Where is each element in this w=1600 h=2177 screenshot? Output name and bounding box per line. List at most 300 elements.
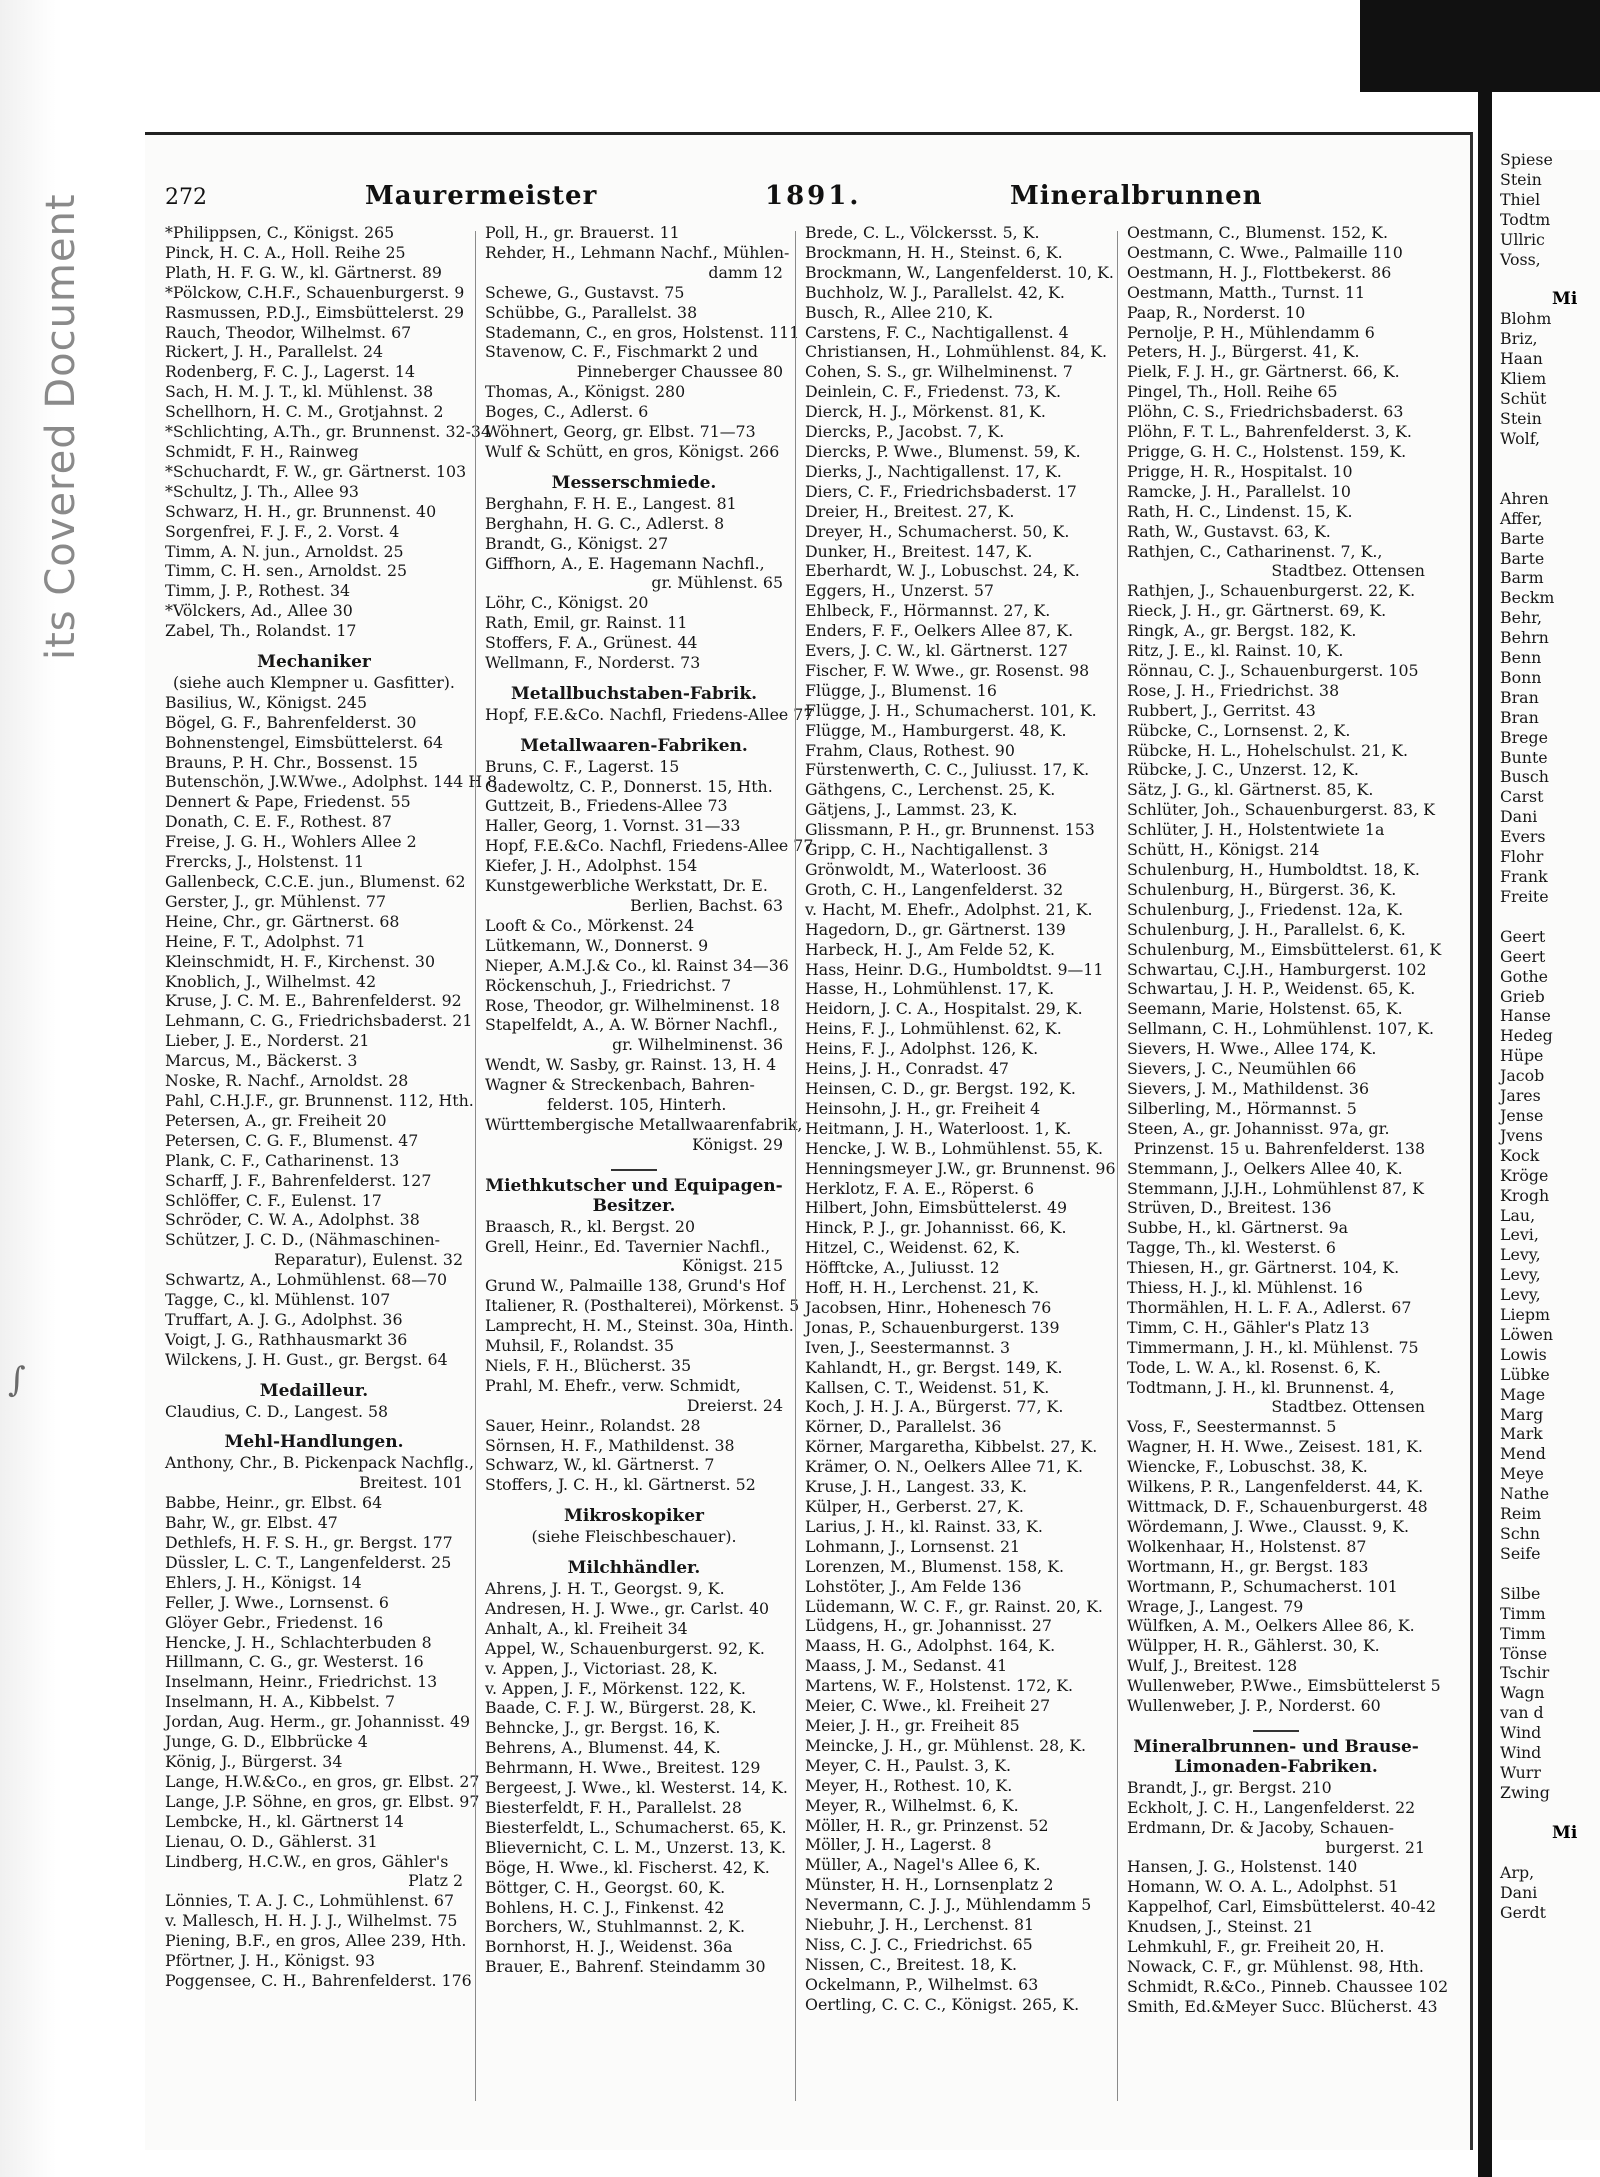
directory-entry: Wortmann, H., gr. Bergst. 183	[1127, 1556, 1369, 1576]
directory-entry: Gripp, C. H., Nachtigallenst. 3	[805, 840, 1049, 860]
directory-entry: Lienau, O. D., Gählerst. 31	[165, 1831, 378, 1851]
directory-entry: Sörnsen, H. F., Mathildenst. 38	[485, 1435, 735, 1455]
directory-entry: Bruns, C. F., Lagerst. 15	[485, 756, 680, 776]
directory-entry: Wolkenhaar, H., Holstenst. 87	[1127, 1536, 1367, 1556]
directory-entry: Scharff, J. F., Bahrenfelderst. 127	[165, 1170, 432, 1190]
edge-entry: Frank	[1500, 867, 1548, 886]
edge-entry: Todtm	[1500, 209, 1551, 229]
directory-entry: Truffart, A. J. G., Adolphst. 36	[165, 1309, 403, 1329]
directory-entry: Rieck, J. H., gr. Gärtnerst. 69, K.	[1127, 601, 1387, 621]
directory-entry: *Pölckow, C.H.F., Schauenburgerst. 9	[165, 282, 465, 302]
edge-entry: Voss,	[1500, 249, 1541, 269]
directory-entry: Stademann, C., en gros, Holstenst. 111	[485, 322, 800, 342]
directory-entry: Grell, Heinr., Ed. Tavernier Nachfl.,	[485, 1236, 771, 1256]
edge-entry: Barte	[1500, 528, 1545, 548]
section-note: (siehe auch Klempner u. Gasfitter).	[173, 672, 455, 692]
directory-entry: Lüdemann, W. C. F., gr. Rainst. 20, K.	[805, 1596, 1103, 1616]
book-page	[145, 132, 1473, 2150]
directory-entry: Brauns, P. H. Chr., Bossenst. 15	[165, 752, 418, 772]
section-heading: Mehl-Handlungen.	[224, 1432, 404, 1453]
directory-entry: Schwartz, A., Lohmühlenst. 68—70	[165, 1270, 448, 1290]
directory-entry: Kruse, J. H., Langest. 33, K.	[805, 1477, 1028, 1497]
section-heading: Mikroskopiker	[564, 1506, 704, 1527]
directory-entry: Lehmkuhl, F., gr. Freiheit 20, H.	[1127, 1937, 1385, 1957]
directory-entry: Sellmann, C. H., Lohmühlenst. 107, K.	[1127, 1019, 1435, 1039]
directory-entry: Stoffers, F. A., Grünest. 44	[485, 633, 698, 653]
directory-entry: Röckenschuh, J., Friedrichst. 7	[485, 975, 732, 995]
directory-entry: Rehder, H., Lehmann Nachf., Mühlen-	[485, 242, 790, 262]
directory-entry: Lohstöter, J., Am Felde 136	[805, 1576, 1022, 1596]
directory-entry: Bögel, G. F., Bahrenfelderst. 30	[165, 712, 417, 732]
edge-entry: Busch	[1500, 767, 1549, 787]
directory-entry: Hoff, H. H., Lerchenst. 21, K.	[805, 1278, 1040, 1298]
directory-entry: Oestmann, C. Wwe., Palmaille 110	[1127, 242, 1403, 262]
section-heading: Mineralbrunnen- und Brause-	[1133, 1736, 1419, 1757]
directory-entry: Brockmann, H. H., Steinst. 6, K.	[805, 242, 1063, 262]
directory-entry: Rodenberg, F. C. J., Lagerst. 14	[165, 362, 416, 382]
edge-entry: Schn	[1500, 1524, 1541, 1543]
edge-entry: Löwen	[1500, 1324, 1554, 1344]
directory-entry: Pingel, Th., Holl. Reihe 65	[1127, 382, 1338, 402]
directory-entry: Andresen, H. J. Wwe., gr. Carlst. 40	[485, 1598, 770, 1618]
entry-continuation: felderst. 105, Hinterh.	[547, 1095, 727, 1115]
directory-entry: Donath, C. E. F., Rothest. 87	[165, 812, 392, 832]
edge-entry: Geert	[1500, 926, 1546, 946]
directory-entry: Eckholt, J. C. H., Langenfelderst. 22	[1127, 1797, 1416, 1817]
running-head-right: Mineralbrunnen	[1010, 181, 1263, 211]
directory-entry: Hopf, F.E.&Co. Nachfl, Friedens-Allee 77	[485, 704, 814, 724]
directory-entry: Rathjen, J., Schauenburgerst. 22, K.	[1127, 581, 1416, 601]
directory-entry: Plöhn, C. S., Friedrichsbaderst. 63	[1127, 402, 1404, 422]
edge-entry: Hedeg	[1500, 1026, 1553, 1046]
directory-entry: Glöyer Gebr., Friedenst. 16	[165, 1612, 384, 1632]
directory-entry: v. Hacht, M. Ehefr., Adolphst. 21, K.	[805, 899, 1093, 919]
entry-continuation: Pinneberger Chaussee 80	[576, 362, 783, 382]
next-page-edge	[1492, 150, 1600, 2140]
directory-entry: Brauer, E., Bahrenf. Steindamm 30	[485, 1957, 766, 1977]
directory-entry: Rübcke, C., Lornsenst. 2, K.	[1127, 720, 1351, 740]
directory-entry: *Schultz, J. Th., Allee 93	[165, 481, 359, 501]
directory-entry: Gerster, J., gr. Mühlenst. 77	[165, 891, 387, 911]
directory-entry: Tode, L. W. A., kl. Rosenst. 6, K.	[1127, 1357, 1381, 1377]
edge-entry: Schüt	[1500, 389, 1547, 409]
directory-entry: Oestmann, C., Blumenst. 152, K.	[1127, 223, 1388, 242]
edge-entry: Gerdt	[1500, 1902, 1546, 1922]
directory-entry: Seemann, Marie, Holstenst. 65, K.	[1127, 999, 1403, 1019]
section-rule	[1253, 1730, 1299, 1732]
directory-entry: Tagge, Th., kl. Westerst. 6	[1127, 1238, 1336, 1258]
edge-entry: Tschir	[1500, 1663, 1550, 1683]
edge-entry: Levy,	[1500, 1265, 1541, 1285]
directory-entry: Hansen, J. G., Holstenst. 140	[1127, 1857, 1358, 1877]
directory-entry: Knoblich, J., Wilhelmst. 42	[165, 971, 377, 991]
directory-entry: Harbeck, H. J., Am Felde 52, K.	[805, 939, 1056, 959]
edge-entry: Kock	[1500, 1145, 1540, 1165]
edge-heading: Mi	[1552, 1822, 1578, 1843]
directory-entry: Sievers, J. M., Mathildenst. 36	[1127, 1078, 1370, 1098]
directory-entry: Henningsmeyer J.W., gr. Brunnenst. 96	[805, 1158, 1116, 1178]
directory-entry: Heinsohn, J. H., gr. Freiheit 4	[805, 1098, 1041, 1118]
directory-entry: Brandt, G., Königst. 27	[485, 533, 669, 553]
section-heading: Metallbuchstaben-Fabrik.	[510, 683, 758, 704]
directory-entry: Schwarz, W., kl. Gärtnerst. 7	[485, 1455, 715, 1475]
directory-entry: Schewe, G., Gustavst. 75	[485, 282, 685, 302]
directory-entry: Niebuhr, J. H., Lerchenst. 81	[805, 1915, 1035, 1935]
directory-entry: Lorenzen, M., Blumenst. 158, K.	[805, 1556, 1065, 1576]
directory-entry: Herklotz, F. A. E., Röperst. 6	[805, 1178, 1035, 1198]
entry-continuation: Königst. 215	[682, 1256, 783, 1276]
directory-entry: Jordan, Aug. Herm., gr. Johannisst. 49	[165, 1712, 471, 1732]
directory-entry: Eggers, H., Unzerst. 57	[805, 581, 994, 601]
directory-entry: Sorgenfrei, F. J. F., 2. Vorst. 4	[165, 521, 400, 541]
directory-entry: Heine, Chr., gr. Gärtnerst. 68	[165, 911, 400, 931]
directory-entry: Wöhnert, Georg, gr. Elbst. 71—73	[485, 422, 756, 442]
directory-entry: Müller, A., Nagel's Allee 6, K.	[805, 1855, 1041, 1875]
edge-entry: Wind	[1500, 1743, 1542, 1763]
edge-entry: Jense	[1500, 1105, 1544, 1125]
directory-entry: Rath, H. C., Lindenst. 15, K.	[1127, 501, 1353, 521]
directory-entry: Gäthgens, C., Lerchenst. 25, K.	[805, 780, 1056, 800]
column-divider	[475, 231, 476, 2101]
directory-entry: Wittmack, D. F., Schauenburgerst. 48	[1127, 1497, 1428, 1516]
edge-entry: Jacob	[1500, 1066, 1545, 1086]
directory-entry: Wullenweber, J. P., Norderst. 60	[1127, 1696, 1381, 1716]
directory-entry: Meier, J. H., gr. Freiheit 85	[805, 1715, 1020, 1735]
directory-entry: Schwarz, H. H., gr. Brunnenst. 40	[165, 501, 437, 521]
edge-entry: Jvens	[1500, 1125, 1543, 1145]
edge-entry: Wind	[1500, 1723, 1542, 1743]
directory-entry: Voss, F., Seestermannst. 5	[1127, 1417, 1337, 1437]
directory-entry: Thormählen, H. L. F. A., Adlerst. 67	[1127, 1297, 1412, 1317]
directory-entry: Lamprecht, H. M., Steinst. 30a, Hinth.	[485, 1316, 794, 1336]
directory-entry: Plöhn, F. T. L., Bahrenfelderst. 3, K.	[1127, 422, 1412, 442]
directory-entry: Brockmann, W., Langenfelderst. 10, K.	[805, 262, 1114, 282]
directory-entry: Maass, H. G., Adolphst. 164, K.	[805, 1636, 1056, 1656]
directory-entry: Lange, H.W.&Co., en gros, gr. Elbst. 27	[165, 1771, 480, 1791]
section-heading: Mechaniker	[257, 652, 371, 673]
directory-entry: Cohen, S. S., gr. Wilhelminenst. 7	[805, 362, 1073, 382]
directory-entry: Wrage, J., Langest. 79	[1127, 1596, 1304, 1616]
running-head-left: Maurermeister	[365, 181, 598, 211]
directory-entry: Glissmann, P. H., gr. Brunnenst. 153	[805, 820, 1095, 840]
directory-entry: Boges, C., Adlerst. 6	[485, 402, 649, 422]
directory-entry: Poll, H., gr. Brauerst. 11	[485, 223, 680, 242]
directory-entry: Schellhorn, H. C. M., Grotjahnst. 2	[165, 402, 444, 422]
edge-entry: Bran	[1500, 687, 1539, 707]
directory-entry: Strüven, D., Breitest. 136	[1127, 1198, 1332, 1218]
directory-entry: Schmidt, R.&Co., Pinneb. Chaussee 102	[1127, 1976, 1449, 1996]
directory-entry: Hinck, P. J., gr. Johannisst. 66, K.	[805, 1218, 1067, 1238]
directory-entry: Paap, R., Norderst. 10	[1127, 302, 1306, 322]
directory-entry: Wellmann, F., Norderst. 73	[485, 653, 701, 673]
directory-entry: Meier, C. Wwe., kl. Freiheit 27	[805, 1696, 1051, 1716]
directory-entry: Schübbe, G., Parallelst. 38	[485, 302, 698, 322]
column-3	[805, 223, 1116, 2015]
directory-entry: Butenschön, J.W.Wwe., Adolphst. 144 H 8	[165, 772, 498, 792]
directory-entry: Schröder, C. W. A., Adolphst. 38	[165, 1210, 420, 1230]
directory-entry: Muhsil, F., Rolandst. 35	[485, 1336, 675, 1356]
entry-continuation: Berlien, Bachst. 63	[630, 896, 783, 915]
edge-entry: Dani	[1500, 1882, 1538, 1902]
directory-entry: *Schuchardt, F. W., gr. Gärtnerst. 103	[165, 461, 467, 481]
edge-entry: Hanse	[1500, 1006, 1551, 1026]
entry-continuation: Breitest. 101	[359, 1473, 463, 1493]
directory-entry: Brandt, J., gr. Bergst. 210	[1127, 1777, 1332, 1797]
directory-entry: Diercks, P., Jacobst. 7, K.	[805, 422, 1005, 442]
entry-continuation: Königst. 29	[692, 1134, 783, 1154]
edge-entry: Blohm	[1500, 309, 1552, 329]
directory-entry: Kunstgewerbliche Werkstatt, Dr. E.	[485, 876, 768, 896]
directory-entry: Babbe, Heinr., gr. Elbst. 64	[165, 1493, 383, 1513]
directory-entry: Nevermann, C. J. J., Mühlendamm 5	[805, 1895, 1092, 1915]
directory-entry: Peters, H. J., Bürgerst. 41, K.	[1127, 342, 1360, 362]
directory-entry: Koch, J. H. J. A., Bürgerst. 77, K.	[805, 1397, 1064, 1417]
directory-entry: Brede, C. L., Völckersst. 5, K.	[805, 223, 1040, 242]
directory-entry: Rath, Emil, gr. Rainst. 11	[485, 613, 688, 633]
directory-entry: Lembcke, H., kl. Gärtnerst 14	[165, 1811, 404, 1831]
directory-entry: Larius, J. H., kl. Rainst. 33, K.	[805, 1516, 1043, 1536]
directory-entry: Münster, H. H., Lornsenplatz 2	[805, 1875, 1054, 1895]
edge-gap	[1492, 1803, 1600, 1823]
directory-entry: Schulenburg, M., Eimsbüttelerst. 61, K	[1127, 939, 1442, 959]
directory-entry: Körner, D., Parallelst. 36	[805, 1417, 1002, 1437]
edge-entry: Haan	[1500, 349, 1543, 369]
directory-entry: Hencke, J. W. B., Lohmühlenst. 55, K.	[805, 1138, 1103, 1158]
directory-entry: Thomas, A., Königst. 280	[485, 382, 686, 402]
directory-entry: Möller, H. R., gr. Prinzenst. 52	[805, 1815, 1049, 1835]
edge-gap	[1492, 449, 1600, 469]
edge-gap	[1492, 1564, 1600, 1584]
directory-entry: Zabel, Th., Rolandst. 17	[165, 621, 357, 641]
directory-entry: Oestmann, Matth., Turnst. 11	[1127, 282, 1366, 302]
directory-entry: Carstens, F. C., Nachtigallenst. 4	[805, 322, 1069, 342]
edge-entry: Hüpe	[1500, 1046, 1544, 1066]
directory-entry: Evers, J. C. W., kl. Gärtnerst. 127	[805, 641, 1069, 661]
edge-entry: Behrn	[1500, 628, 1549, 648]
directory-entry: Kappelhof, Carl, Eimsbüttelerst. 40-42	[1127, 1897, 1436, 1917]
directory-entry: Buchholz, W. J., Parallelst. 42, K.	[805, 282, 1065, 302]
side-stamp	[4, 40, 84, 1340]
directory-entry: Plath, H. F. G. W., kl. Gärtnerst. 89	[165, 262, 442, 282]
directory-entry: Jonas, P., Schauenburgerst. 139	[805, 1317, 1060, 1337]
section-note: (siehe Fleischbeschauer).	[531, 1527, 737, 1547]
running-head-year: 1891.	[765, 181, 862, 211]
directory-entry: Knudsen, J., Steinst. 21	[1127, 1917, 1314, 1937]
edge-entry: Bran	[1500, 707, 1539, 727]
directory-entry: v. Appen, J. F., Mörkenst. 122, K.	[485, 1678, 746, 1698]
directory-entry: Schütt, H., Königst. 214	[1127, 840, 1320, 860]
directory-entry: Kallsen, C. T., Weidenst. 51, K.	[805, 1377, 1050, 1397]
directory-entry: Junge, G. D., Elbbrücke 4	[165, 1732, 368, 1752]
directory-entry: Stapelfeldt, A., A. W. Börner Nachfl.,	[485, 1015, 778, 1035]
directory-entry: Christiansen, H., Lohmühlenst. 84, K.	[805, 342, 1108, 362]
directory-entry: Marcus, M., Bäckerst. 3	[165, 1051, 358, 1071]
directory-entry: Wulf, J., Breitest. 128	[1127, 1656, 1298, 1676]
column-divider	[795, 231, 796, 2101]
directory-entry: Nieper, A.M.J.& Co., kl. Rainst 34—36	[485, 955, 789, 975]
directory-entry: Wulf & Schütt, en gros, Königst. 266	[485, 441, 780, 461]
directory-entry: Tagge, C., kl. Mühlenst. 107	[165, 1290, 391, 1310]
directory-entry: Bohnenstengel, Eimsbüttelerst. 64	[165, 732, 444, 752]
directory-entry: *Völckers, Ad., Allee 30	[165, 601, 353, 621]
directory-entry: Hitzel, C., Weidenst. 62, K.	[805, 1238, 1020, 1258]
column-2	[485, 223, 814, 1977]
column-4	[1127, 223, 1449, 2017]
edge-entry: Beckm	[1500, 588, 1555, 608]
directory-entry: Anthony, Chr., B. Pickenpack Nachflg.,	[165, 1453, 474, 1473]
directory-entry: Schwartau, J. H. P., Weidenst. 65, K.	[1127, 979, 1416, 999]
directory-entry: Pernolje, P. H., Mühlendamm 6	[1127, 322, 1375, 342]
directory-entry: Frahm, Claus, Rothest. 90	[805, 740, 1015, 760]
edge-entry: Tönse	[1500, 1643, 1548, 1663]
directory-entry: Thiess, H. J., kl. Mühlenst. 16	[1127, 1278, 1363, 1298]
edge-entry: Meye	[1500, 1464, 1544, 1484]
directory-entry: Schulenburg, H., Bürgerst. 36, K.	[1127, 879, 1397, 899]
edge-entry: Stein	[1500, 408, 1542, 428]
directory-entry: Flügge, J., Blumenst. 16	[805, 680, 997, 700]
directory-entry: Basilius, W., Königst. 245	[165, 692, 368, 712]
directory-entry: Niels, F. H., Blücherst. 35	[485, 1355, 692, 1375]
directory-entry: Lange, J.P. Söhne, en gros, gr. Elbst. 97	[165, 1791, 480, 1811]
directory-entry: Pinck, H. C. A., Holl. Reihe 25	[165, 242, 406, 262]
directory-entry: Heine, F. T., Adolphst. 71	[165, 931, 366, 951]
directory-entry: Diercks, P. Wwe., Blumenst. 59, K.	[805, 441, 1081, 461]
directory-entry: Noske, R. Nachf., Arnoldst. 28	[165, 1071, 409, 1091]
edge-entry: Levy,	[1500, 1285, 1541, 1305]
directory-entry: Heinsen, C. D., gr. Bergst. 192, K.	[805, 1078, 1076, 1098]
directory-entry: Hencke, J. H., Schlachterbuden 8	[165, 1632, 432, 1652]
directory-entry: Thiesen, H., gr. Gärtnerst. 104, K.	[1127, 1258, 1400, 1278]
directory-entry: Pförtner, J. H., Königst. 93	[165, 1951, 376, 1971]
directory-entry: Lüdgens, H., gr. Johannisst. 27	[805, 1616, 1052, 1636]
edge-entry: Mark	[1500, 1424, 1543, 1444]
edge-entry: Barm	[1500, 568, 1544, 588]
entry-continuation: gr. Mühlenst. 65	[651, 573, 783, 593]
directory-entry: Ramcke, J. H., Parallelst. 10	[1127, 481, 1351, 501]
edge-heading: Mi	[1552, 289, 1578, 310]
edge-entry: Mage	[1500, 1384, 1546, 1404]
directory-entry: Schulenburg, J., Friedenst. 12a, K.	[1127, 899, 1404, 919]
directory-entry: Flügge, J. H., Schumacherst. 101, K.	[805, 700, 1097, 720]
directory-entry: Dreyer, H., Schumacherst. 50, K.	[805, 521, 1070, 541]
directory-entry: Timm, C. H. sen., Arnoldst. 25	[165, 561, 408, 581]
directory-entry: Bornhorst, H. J., Weidenst. 36a	[485, 1937, 733, 1957]
directory-entry: Ahrens, J. H. T., Georgst. 9, K.	[485, 1579, 725, 1598]
directory-entry: Enders, F. F., Oelkers Allee 87, K.	[805, 621, 1074, 641]
directory-entry: Kleinschmidt, H. F., Kirchenst. 30	[165, 951, 436, 971]
edge-entry: Levi,	[1500, 1225, 1539, 1245]
edge-entry: Timm	[1500, 1603, 1546, 1623]
directory-entry: Schwartau, C.J.H., Hamburgerst. 102	[1127, 959, 1427, 979]
directory-entry: Gätjens, J., Lammst. 23, K.	[805, 800, 1018, 820]
entry-continuation: Dreierst. 24	[686, 1395, 783, 1415]
edge-gap	[1492, 907, 1600, 927]
directory-entry: Flügge, M., Hamburgerst. 48, K.	[805, 720, 1067, 740]
directory-entry: Prigge, G. H. C., Holstenst. 159, K.	[1127, 441, 1407, 461]
directory-entry: Rath, W., Gustavst. 63, K.	[1127, 521, 1331, 541]
directory-entry: Kruse, J. C. M. E., Bahrenfelderst. 92	[165, 991, 462, 1011]
directory-entry: Biesterfeldt, L., Schumacherst. 65, K.	[485, 1817, 787, 1837]
section-heading: Limonaden-Fabriken.	[1174, 1756, 1378, 1777]
directory-entry: Berghahn, H. G. C., Adlerst. 8	[485, 513, 725, 533]
directory-entry: Böttger, C. H., Georgst. 60, K.	[485, 1877, 726, 1897]
directory-entry: Giffhorn, A., E. Hagemann Nachfl.,	[485, 553, 765, 573]
directory-entry: Kahlandt, H., gr. Bergst. 149, K.	[805, 1357, 1063, 1377]
directory-entry: Rasmussen, P.D.J., Eimsbüttelerst. 29	[165, 302, 465, 322]
edge-entry: Mend	[1500, 1444, 1546, 1464]
directory-entry: Nissen, C., Breitest. 18, K.	[805, 1954, 1017, 1974]
edge-gap	[1492, 469, 1600, 489]
edge-entry: Jares	[1500, 1086, 1541, 1106]
section-heading: Messerschmiede.	[551, 472, 717, 493]
directory-entry: Meyer, R., Wilhelmst. 6, K.	[805, 1795, 1019, 1815]
entry-continuation: gr. Wilhelminenst. 36	[612, 1035, 783, 1055]
section-heading: Besitzer.	[592, 1195, 676, 1216]
directory-entry: Bohlens, H. C. J., Finkenst. 42	[485, 1897, 725, 1917]
entry-continuation: Prinzenst. 15 u. Bahrenfelderst. 138	[1133, 1138, 1425, 1158]
directory-entry: Hasse, H., Lohmühlenst. 17, K.	[805, 979, 1055, 999]
directory-entry: Löhr, C., Königst. 20	[485, 593, 649, 613]
directory-entry: Dennert & Pape, Friedenst. 55	[165, 792, 411, 812]
directory-entry: Rauch, Theodor, Wilhelmst. 67	[165, 322, 412, 342]
edge-entry: Reim	[1500, 1504, 1542, 1524]
directory-entry: Maass, J. M., Sedanst. 41	[805, 1656, 1008, 1676]
directory-entry: Berghahn, F. H. E., Langest. 81	[485, 493, 737, 513]
scan-border-right	[1478, 0, 1492, 2177]
edge-entry: Grieb	[1500, 986, 1545, 1006]
directory-entry: Wagner & Streckenbach, Bahren-	[485, 1075, 755, 1095]
directory-entry: Körner, Margaretha, Kibbelst. 27, K.	[805, 1437, 1098, 1457]
directory-entry: Lönnies, T. A. J. C., Lohmühlenst. 67	[165, 1891, 455, 1911]
directory-entry: Rathjen, C., Catharinenst. 7, K.,	[1127, 541, 1383, 561]
edge-entry: Barte	[1500, 548, 1545, 568]
edge-entry: Kliem	[1500, 369, 1547, 389]
directory-entry: Homann, W. O. A. L., Adolphst. 51	[1127, 1877, 1399, 1897]
directory-entry: Prigge, H. R., Hospitalst. 10	[1127, 461, 1353, 481]
edge-entry: Wolf,	[1500, 428, 1541, 448]
directory-entry: Schulenburg, H., Humboldtst. 18, K.	[1127, 860, 1420, 879]
directory-entry: Looft & Co., Mörkenst. 24	[485, 915, 695, 935]
edge-entry: Briz,	[1500, 329, 1538, 349]
directory-entry: v. Appen, J., Victoriast. 28, K.	[485, 1658, 718, 1678]
directory-entry: Pielk, F. J. H., gr. Gärtnerst. 66, K.	[1127, 362, 1400, 382]
directory-entry: Timm, C. H., Gähler's Platz 13	[1127, 1317, 1370, 1337]
directory-entry: Rose, Theodor, gr. Wilhelminenst. 18	[485, 995, 780, 1015]
directory-entry: Frercks, J., Holstenst. 11	[165, 852, 365, 872]
directory-entry: Dierks, J., Nachtigallenst. 17, K.	[805, 461, 1062, 481]
edge-entry: Arp,	[1500, 1862, 1535, 1882]
directory-entry: Schlüter, Joh., Schauenburgerst. 83, K	[1127, 800, 1435, 820]
directory-entry: Petersen, A., gr. Freiheit 20	[165, 1110, 387, 1130]
edge-entry: Behr,	[1500, 608, 1542, 628]
directory-entry: Sievers, J. C., Neumühlen 66	[1127, 1059, 1357, 1079]
directory-entry: Wagner, H. H. Wwe., Zeisest. 181, K.	[1127, 1437, 1423, 1457]
directory-entry: Guttzeit, B., Friedens-Allee 73	[485, 796, 728, 816]
directory-entry: Dierck, H. J., Mörkenst. 81, K.	[805, 402, 1046, 422]
directory-entry: Baade, C. F. J. W., Bürgerst. 28, K.	[485, 1698, 757, 1718]
directory-entry: Hass, Heinr. D.G., Humboldtst. 9—11	[805, 959, 1104, 979]
directory-entry: Biesterfeldt, F. H., Parallelst. 28	[485, 1797, 742, 1817]
edge-entry: Levy,	[1500, 1245, 1541, 1265]
directory-entry: Bahr, W., gr. Elbst. 47	[165, 1513, 338, 1533]
directory-entry: Gallenbeck, C.C.E. jun., Blumenst. 62	[165, 872, 466, 891]
directory-entry: Niss, C. J. C., Friedrichst. 65	[805, 1934, 1033, 1954]
directory-entry: Rönnau, C. J., Schauenburgerst. 105	[1127, 660, 1419, 680]
section-heading: Medailleur.	[259, 1380, 369, 1401]
directory-entry: Wülpper, H. R., Gählerst. 30, K.	[1127, 1636, 1380, 1656]
edge-entry: van d	[1500, 1703, 1544, 1723]
directory-entry: Inselmann, Heinr., Friedrichst. 13	[165, 1672, 438, 1692]
